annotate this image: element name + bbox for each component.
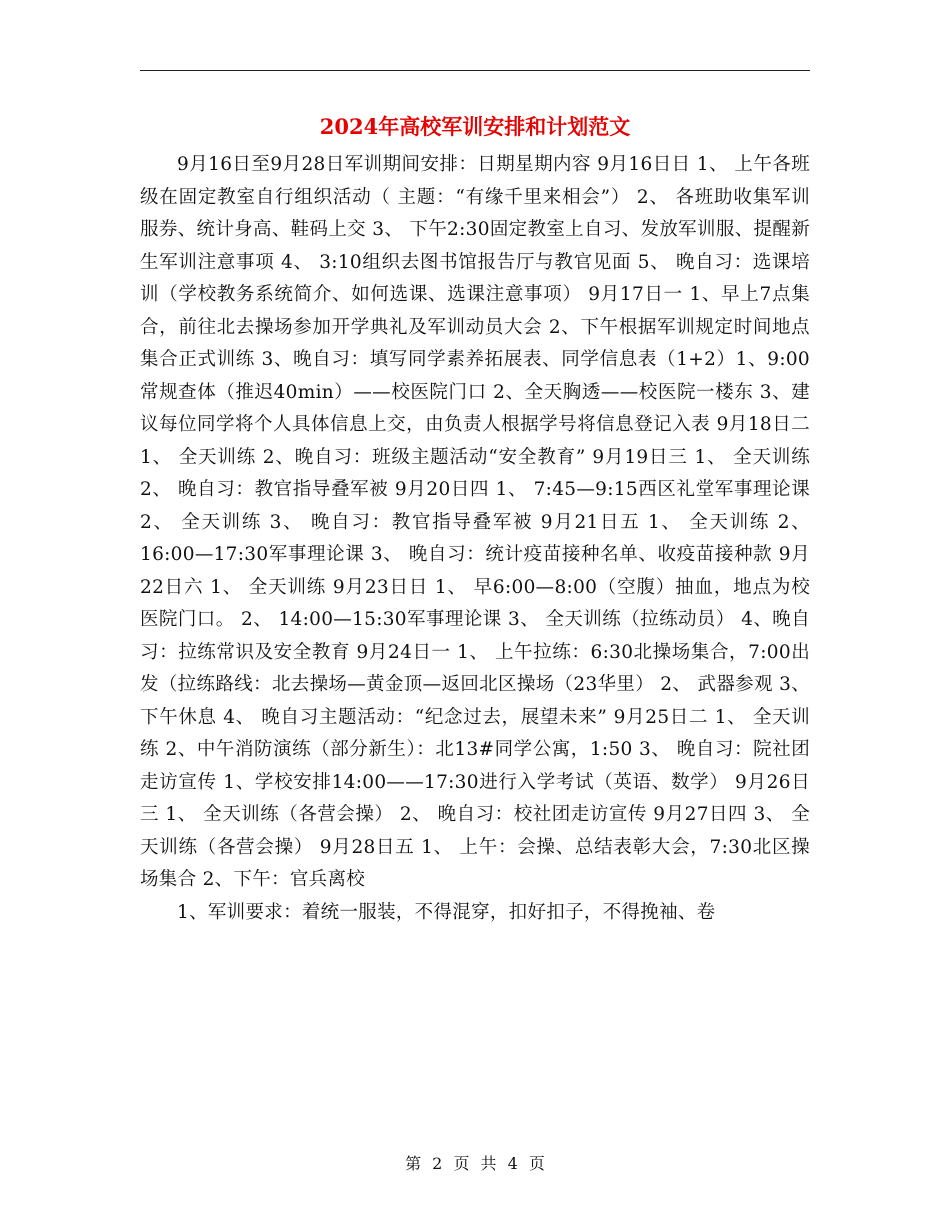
header-rule — [140, 70, 810, 71]
document-title: 2024年高校军训安排和计划范文 — [319, 114, 631, 139]
schedule-paragraph: 9月16日至9月28日军训期间安排：日期星期内容 9月16日日 1、 上午各班级在固定教室自行组织活动（ 主题：“有缘千里来相会”） 2、 各班助收集军训服券、统计身高、鞋码上交 3、 下午2:30固定教室上自习、发放军训服、提醒新生军训注意事项 4、 3:10组织去图书馆报告厅与教官见面 5、 晚自习：选课培训（学校教务系统简介、如何选课、选课注意事项） 9月17日一 1、早上7点集合，前往北去操场参加开学典礼及军训动员大会 2、下午根据军训规定时间地点集合正式训练 3、晚自习：填写同学素养拓展表、同学信息表（1+2）1、9:00常规查体（推迟40min）——校医院门口 2、全天胸透——校医院一楼东 3、建议每位同学将个人具体信息上交，由负责人根据学号将信息登记入表 9月18日二 1、 全天训练 2、晚自习：班级主题活动“安全教育” 9月19日三 1、 全天训练 2、 晚自习：教官指导叠军被 9月20日四 1、 7:45—9:15西区礼堂军事理论课 2、 全天训练 3、 晚自习：教官指导叠军被 9月21日五 1、 全天训练 2、 16:00—17:30军事理论课 3、 晚自习：统计疫苗接种名单、收疫苗接种款 9月22日六 1、 全天训练 9月23日日 1、 早6:00—8:00（空腹）抽血，地点为校医院门口。 2、 14:00—15:30军事理论课 3、 全天训练（拉练动员） 4、晚自习：拉练常识及安全教育 9月24日一 1、 上午拉练：6:30北操场集合，7:00出发（拉练路线：北去操场—黄金顶—返回北区操场（23华里） 2、 武器参观 3、 下午休息 4、 晚自习主题活动：“纪念过去，展望未来” 9月25日二 1、 全天训练 2、中午消防演练（部分新生）：北13#同学公寓，1:50 3、 晚自习：院社团走访宣传 1、学校安排14:00——17:30进行入学考试（英语、数学） 9月26日三 1、 全天训练（各营会操） 2、 晚自习：校社团走访宣传 9月27日四 3、 全天训练（各营会操） 9月28日五 1、 上午：会操、总结表彰大会，7:30北区操场集合 2、下午：官兵离校 — [140, 154, 810, 890]
document-body — [140, 149, 810, 929]
page-number: 第 2 页 共 4 页 — [405, 1154, 545, 1173]
requirements-paragraph: 1、军训要求：着统一服装，不得混穿，扣好扣子，不得挽袖、卷 — [177, 901, 716, 923]
